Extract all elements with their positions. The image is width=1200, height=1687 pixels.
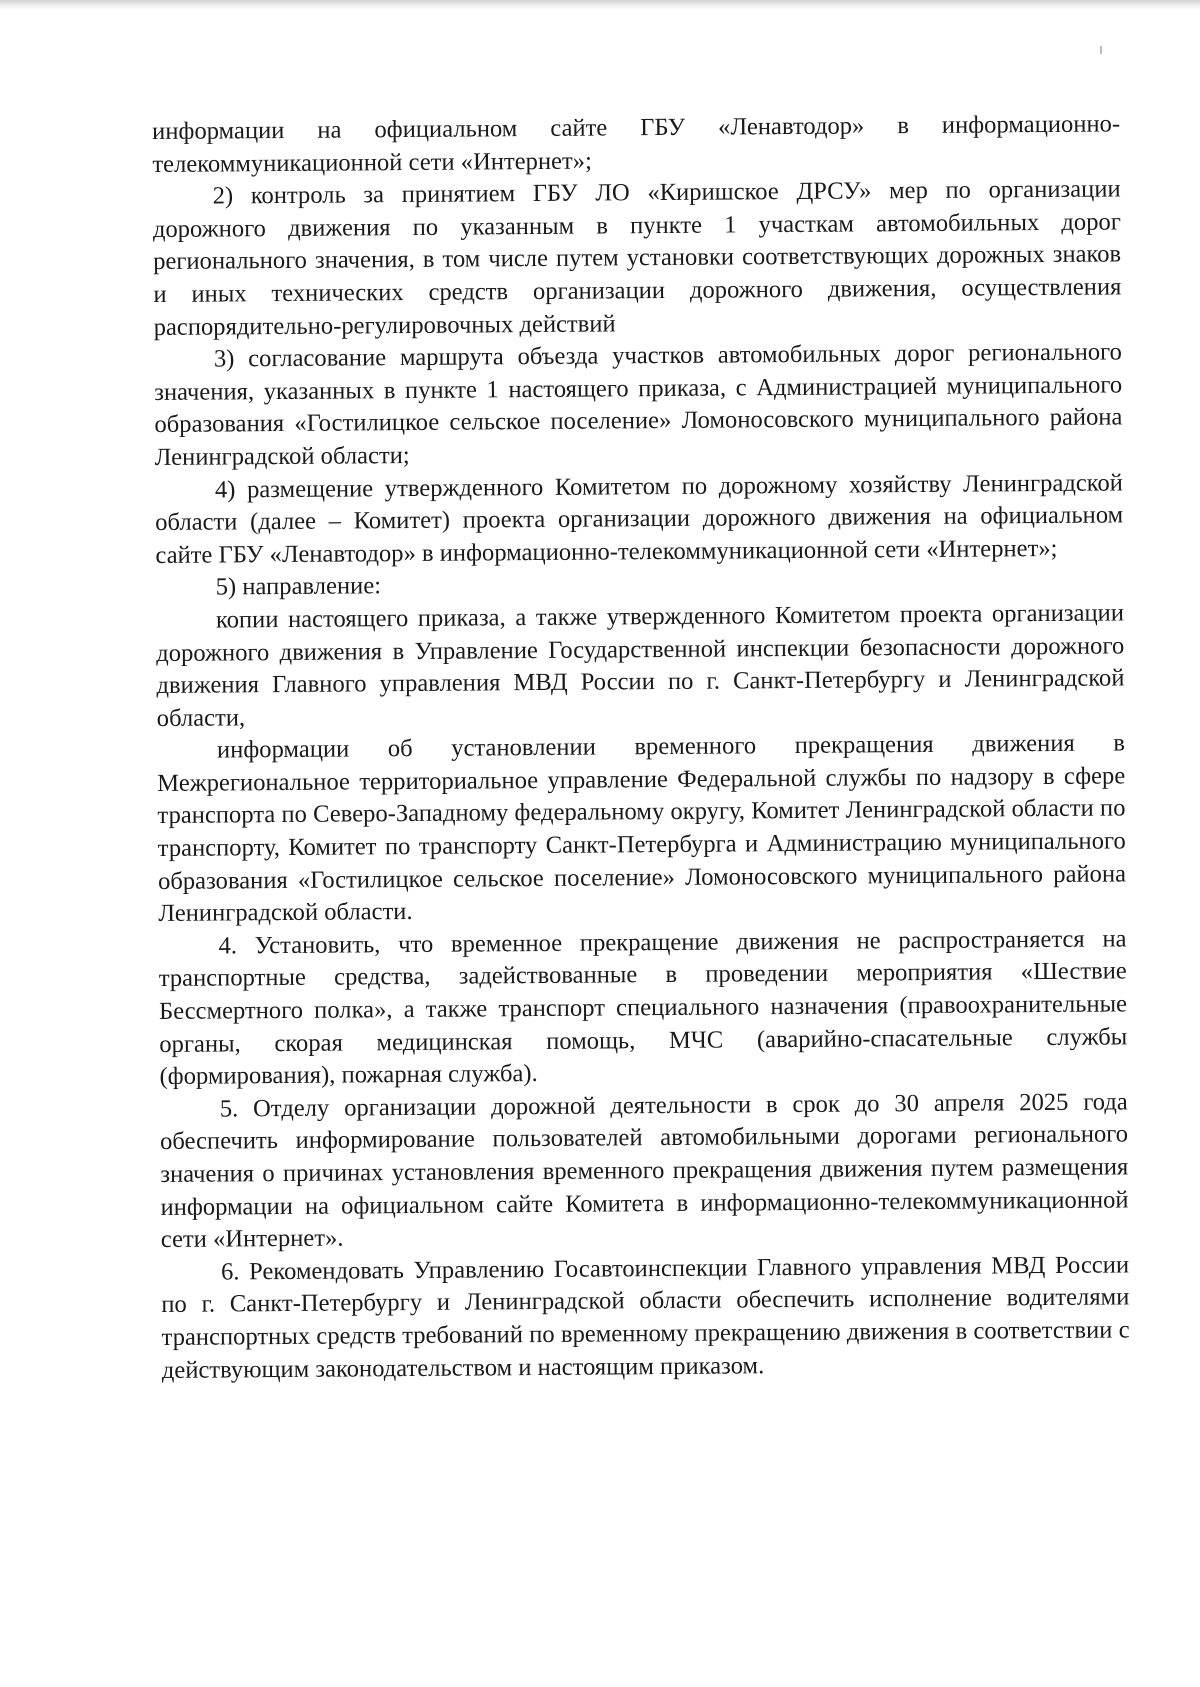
document-body bbox=[152, 108, 1130, 1387]
scan-top-edge bbox=[0, 0, 1200, 10]
paragraph-information: информации об установлении временного прекращения движения в Межрегиональное территориальное управление Федеральной службы по надзору в сфере транспорта по Северо-Западному федеральному округу, Комитет Ленинградской области по транспорту, Комитет по транспорту Санкт-Петербурга и Администрацию муниципального образования «Гостилицкое сельское поселение» Ломоносовского муниципального района Ленинградской области. bbox=[157, 729, 1127, 928]
paragraph-continuation: информации на официальном сайте ГБУ «Ленавтодор» в информационно-телекоммуникационной сети «Интернет»; bbox=[152, 110, 1121, 178]
paragraph-section-6: 6. Рекомендовать Управлению Госавтоинспекции Главного управления МВД России по г. Санкт-Петербургу и Ленинградской области обеспечить исполнение водителями транспортных средств требований по временному прекращению движения в соответствии с действующим законодательством и настоящим приказом. bbox=[161, 1251, 1130, 1384]
paragraph-item-4: 4) размещение утвержденного Комитетом по дорожному хозяйству Ленинградской области (далее – Комитет) проекта организации дорожного движения на официальном сайте ГБУ «Ленавтодор» в информационно-телекоммуникационной сети «Интернет»; bbox=[155, 468, 1124, 569]
paragraph-item-5: 5) направление: bbox=[215, 572, 382, 601]
paragraph-section-5: 5. Отделу организации дорожной деятельности в срок до 30 апреля 2025 года обеспечить информирование пользователей автомобильными дорогами регионального значения о причинах установления временного прекращения движения путем размещения информации на официальном сайте Комитета в информационно-телекоммуникационной сети «Интернет». bbox=[159, 1088, 1129, 1254]
paragraph-section-4: 4. Установить, что временное прекращение движения не распространяется на транспортные средства, задействованные в проведении мероприятия «Шествие Бессмертного полка», а также транспорт специального назначения (правоохранительные органы, скорая медицинская помощь, МЧС (аварийно-спасательные службы (формирования), пожарная служба). bbox=[158, 925, 1128, 1091]
paragraph-item-3: 3) согласование маршрута объезда участков автомобильных дорог регионального значения, указанных в пункте 1 настоящего приказа, с Администрацией муниципального образования «Гостилицкое сельское поселение» Ломоносовского муниципального района Ленинградской области; bbox=[154, 338, 1123, 471]
scan-mark bbox=[1100, 46, 1102, 54]
paragraph-copies: копии настоящего приказа, а также утвержденного Комитетом проекта организации дорожного движения в Управление Государственной инспекции безопасности дорожного движения Главного управления МВД России по г. Санкт-Петербургу и Ленинградской области, bbox=[156, 599, 1125, 732]
paragraph-item-2: 2) контроль за принятием ГБУ ЛО «Киришское ДРСУ» мер по организации дорожного движения по указанным в пункте 1 участкам автомобильных дорог регионального значения, в том числе путем установки соответствующих дорожных знаков и иных технических средств организации дорожного движения, осуществления распорядительно-регулировочных действий bbox=[152, 175, 1122, 341]
